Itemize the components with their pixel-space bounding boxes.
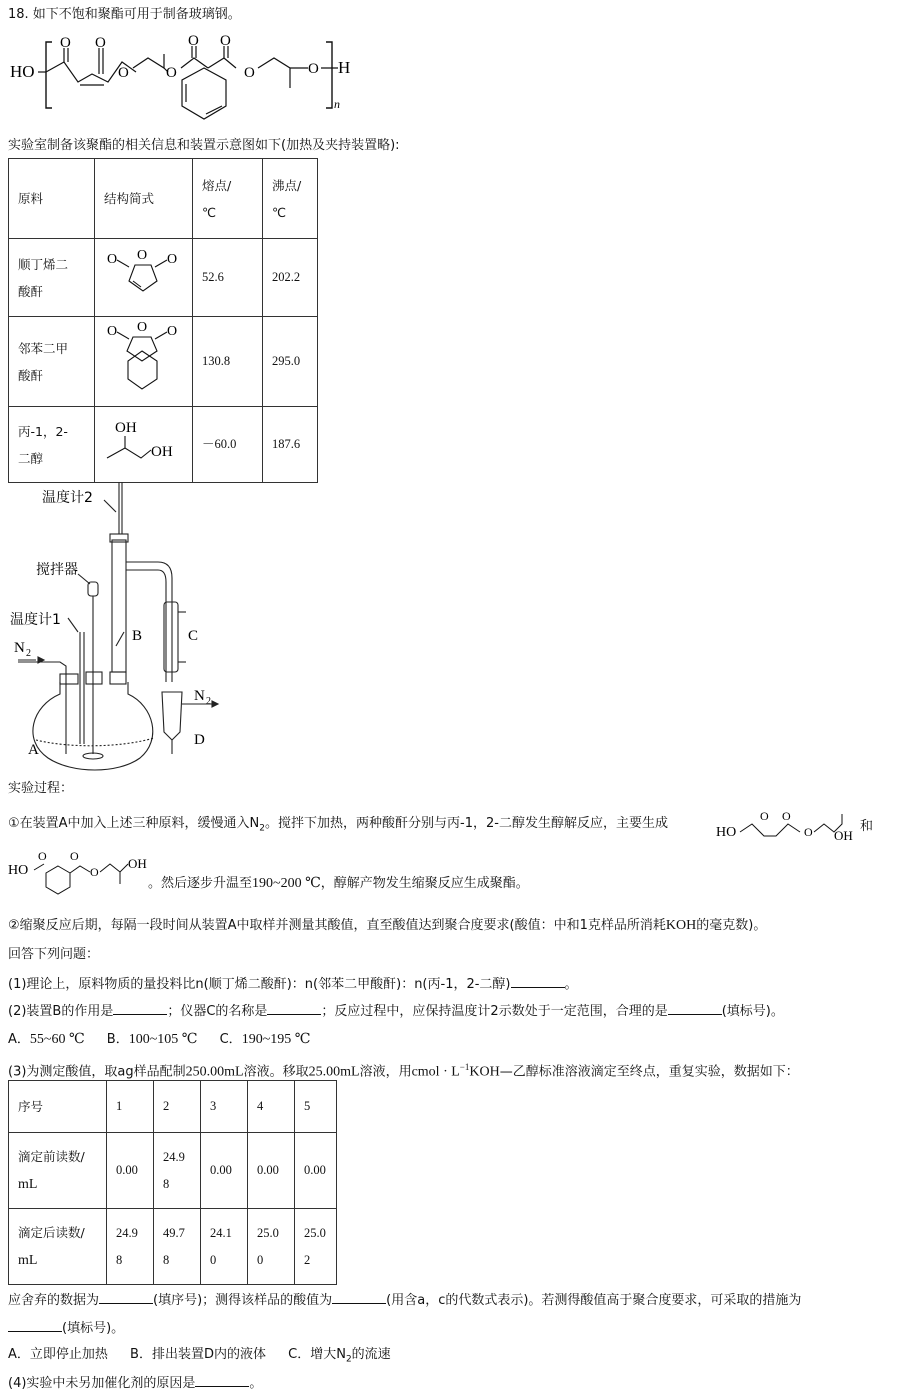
table-header-row (9, 159, 318, 239)
table-row: 滴定前读数/ mL 0.00 24.9 8 0.00 0.00 0.00 (9, 1133, 337, 1209)
answer-blank-3b[interactable] (332, 1291, 386, 1304)
answer-blank-4[interactable] (195, 1374, 249, 1387)
svg-text:OH: OH (128, 856, 147, 871)
structure-cell (95, 407, 193, 483)
raw-materials-table (8, 158, 318, 483)
svg-text:O: O (70, 849, 79, 863)
answer-blank-3c[interactable] (8, 1319, 62, 1332)
and-text: 和 (860, 819, 874, 834)
polymer-ho-label: HO (10, 62, 35, 81)
polymer-o1: O (60, 35, 71, 51)
header-boiling-point: 沸点/ ℃ (263, 159, 318, 239)
question-3b: 应舍弃的数据为 (填序号)；测得该样品的酸值为 (用含a，c的代数式表示)。若测得酸值高于聚合度要求，可采取的措施为 (8, 1293, 802, 1308)
step2-text: ②缩聚反应后期，每隔一段时间从装置A中取样并测量其酸值，直至酸值达到聚合度要求(酸值：中和1克样品所消耗KOH的毫克数)。 (8, 918, 767, 933)
header-index: 序号 (9, 1081, 107, 1133)
polymer-n-subscript: n (334, 97, 340, 111)
flask-a-label: A (28, 742, 39, 758)
svg-text:2: 2 (26, 648, 31, 659)
stirrer-label: 搅拌器 (36, 562, 78, 578)
table-row (9, 317, 318, 407)
polymer-o2: O (95, 35, 106, 51)
n2-in-label: N (14, 640, 25, 656)
svg-text:OH: OH (151, 444, 173, 460)
polymer-o6: O (220, 33, 231, 49)
melting-point: 130.8 (193, 317, 263, 407)
header-structure: 结构简式 (95, 159, 193, 239)
question-3-options: A．立即停止加热 B．排出装置D内的液体 C．增大$N_2$的流速 (8, 1347, 391, 1365)
material-name: 顺丁烯二 酸酐 (9, 239, 95, 317)
svg-text:O: O (804, 825, 813, 839)
svg-text:2: 2 (206, 696, 211, 707)
question-1: (1)理论上，原料物质的量投料比n(顺丁烯二酸酐)：n(邻苯二甲酸酐)：n(丙-1，2-二醇) 。 (8, 977, 578, 992)
answer-blank-2b[interactable] (267, 1002, 321, 1015)
table-header-row: 序号 1 2 3 4 5 (9, 1081, 337, 1133)
answer-prompt: 回答下列问题： (8, 947, 100, 962)
svg-text:HO: HO (8, 863, 29, 878)
polymer-o8: O (308, 61, 319, 77)
row-label: 滴定后读数/ mL (9, 1209, 107, 1285)
answer-blank-2a[interactable] (113, 1002, 167, 1015)
svg-text:OH: OH (834, 828, 853, 843)
step1-line1: ①在装置A中加入上述三种原料，缓慢通入$N_2$。搅拌下加热，两种酸酐分别与丙-1，2-二醇发生醇解反应，主要生成 (8, 816, 668, 834)
svg-text:O: O (167, 252, 178, 267)
svg-text:O: O (90, 865, 99, 879)
svg-text:O: O (107, 252, 118, 267)
question-4: (4)实验中未另加催化剂的原因是 。 (8, 1376, 263, 1391)
thermometer2-label: 温度计2 (42, 490, 93, 506)
melting-point: 52.6 (193, 239, 263, 317)
maleic-ester-structure (716, 806, 856, 846)
polymer-o7: O (244, 65, 255, 81)
step1-line2: 。然后逐步升温至190~200 ℃，醇解产物发生缩聚反应生成聚酯。 (148, 876, 529, 891)
boiling-point: 187.6 (263, 407, 318, 483)
question-3: (3)为测定酸值，取ag样品配制250.00mL溶液。移取25.00mL溶液，用cmol · $L^{-1}KOH—$乙醇标准溶液滴定至终点，重复实验，数据如下： (8, 1062, 799, 1080)
question-2: (2)装置B的作用是 ；仪器C的名称是 ；反应过程中，应保持温度计2示数处于一定范围，合理的是 (填标号)。 (8, 1004, 784, 1019)
melting-point: －60.0 (193, 407, 263, 483)
boiling-point: 295.0 (263, 317, 318, 407)
receiver-d-label: D (194, 732, 205, 748)
structure-cell (95, 317, 193, 407)
question-title: 18. 如下不饱和聚酯可用于制备玻璃钢。 (8, 7, 241, 22)
table-row (9, 407, 318, 483)
svg-text:OH: OH (115, 420, 137, 436)
header-melting-point: 熔点/ ℃ (193, 159, 263, 239)
svg-text:O: O (760, 809, 769, 823)
polymer-o3: O (118, 65, 129, 81)
titration-data-table (8, 1080, 337, 1285)
svg-text:O: O (107, 324, 118, 339)
table-row: 滴定后读数/ mL 24.9 8 49.7 8 24.1 0 25.0 0 25.0 2 (9, 1209, 337, 1285)
answer-blank-2c[interactable] (668, 1002, 722, 1015)
intro-text: 实验室制备该聚酯的相关信息和装置示意图如下(加热及夹持装置略): (8, 138, 400, 153)
phthalic-ester-structure (8, 848, 148, 900)
propanediol-structure (95, 410, 187, 470)
column-b-label: B (132, 628, 143, 644)
boiling-point: 202.2 (263, 239, 318, 317)
process-title: 实验过程： (8, 781, 74, 796)
phthalic-anhydride-structure (95, 317, 187, 397)
polymer-o5: O (188, 33, 199, 49)
structure-cell (95, 239, 193, 317)
thermometer1-label: 温度计1 (10, 612, 61, 628)
maleic-anhydride-structure (95, 243, 187, 303)
svg-text:O: O (137, 248, 148, 263)
question-2-options: A．55~60 ℃ B．100~105 ℃ C．190~195 ℃ (8, 1032, 311, 1047)
svg-text:HO: HO (716, 825, 737, 840)
question-3b-cont: (填标号)。 (8, 1319, 124, 1338)
apparatus-diagram (8, 482, 238, 772)
material-name: 丙-1，2- 二醇 (9, 407, 95, 483)
n2-out-label: N (194, 688, 205, 704)
svg-text:O: O (167, 324, 178, 339)
polymer-o4: O (166, 65, 177, 81)
answer-blank-1[interactable] (511, 975, 565, 988)
polymer-h-label: H (338, 58, 351, 77)
table-row (9, 239, 318, 317)
svg-text:O: O (38, 849, 47, 863)
condenser-c-label: C (188, 628, 199, 644)
material-name: 邻苯二甲 酸酐 (9, 317, 95, 407)
answer-blank-3a[interactable] (99, 1291, 153, 1304)
header-raw-material: 原料 (9, 159, 95, 239)
svg-text:O: O (137, 320, 148, 335)
row-label: 滴定前读数/ mL (9, 1133, 107, 1209)
polymer-structure-diagram (8, 30, 368, 138)
svg-text:O: O (782, 809, 791, 823)
